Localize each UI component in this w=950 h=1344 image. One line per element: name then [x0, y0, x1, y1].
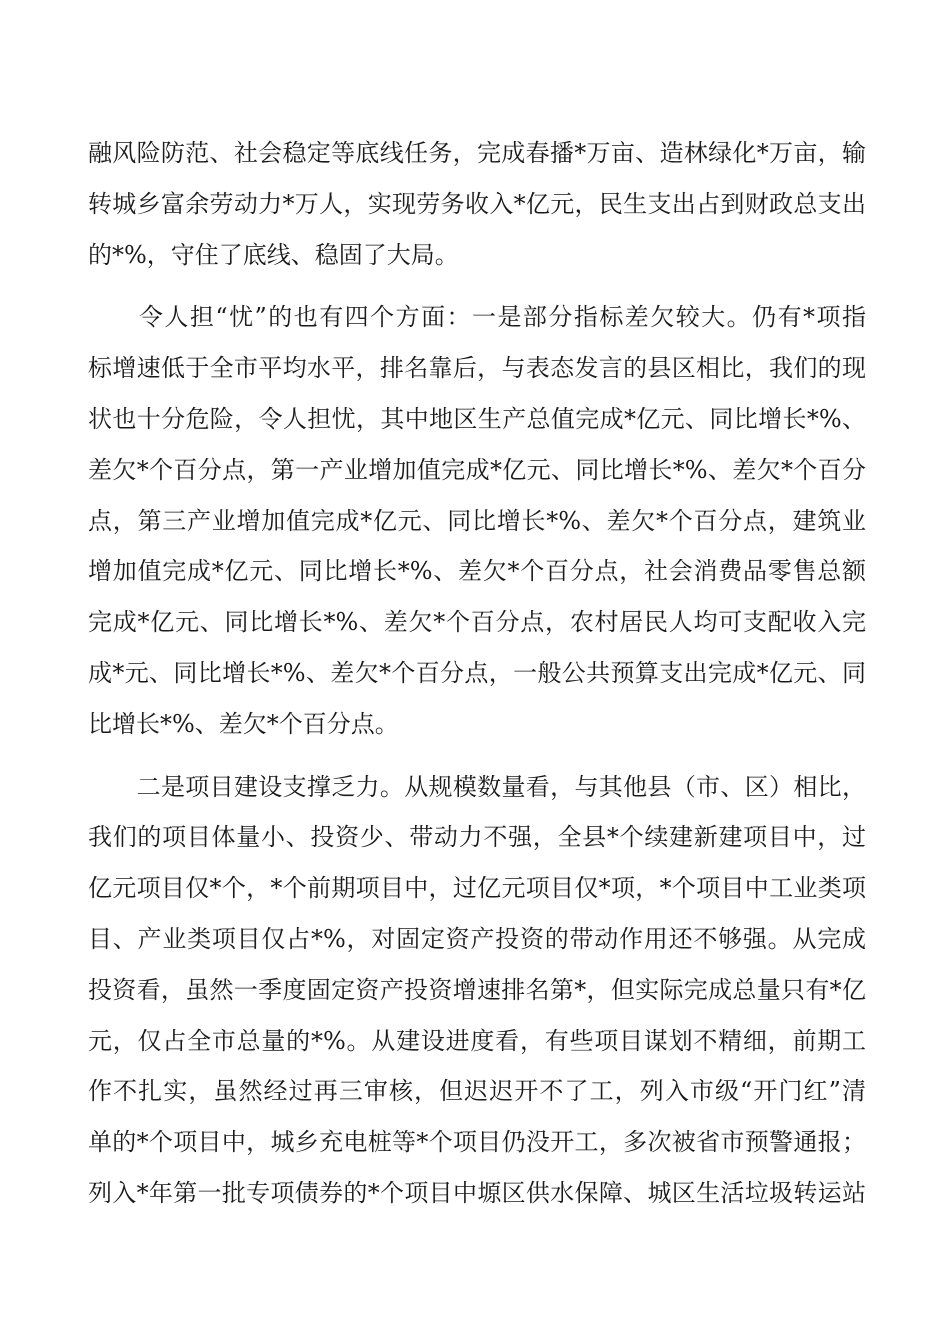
text-line: 的*%，守住了底线、稳固了大局。: [88, 240, 459, 269]
text-line: 成*元、同比增长*%、差欠*个百分点，一般公共预算支出完成*亿元、同: [88, 658, 866, 687]
text-line: 亿元项目仅*个，*个前期项目中，过亿元项目仅*项，*个项目中工业类项: [88, 874, 866, 903]
paragraph-baseline-tasks: [88, 128, 866, 280]
text-line: 完成*亿元、同比增长*%、差欠*个百分点，农村居民人均可支配收入完: [88, 608, 866, 637]
text-line: 标增速低于全市平均水平，排名靠后，与表态发言的县区相比，我们的现: [88, 354, 866, 383]
text-line: 令人担“忧”的也有四个方面：一是部分指标差欠较大。仍有*项指: [88, 303, 866, 332]
text-line: 我们的项目体量小、投资少、带动力不强，全县*个续建新建项目中，过: [88, 823, 866, 852]
text-line: 投资看，虽然一季度固定资产投资增速排名第*，但实际完成总量只有*亿: [88, 975, 866, 1004]
text-line: 状也十分危险，令人担忧，其中地区生产总值完成*亿元、同比增长*%、: [88, 404, 866, 433]
text-line: 增加值完成*亿元、同比增长*%、差欠*个百分点，社会消费品零售总额: [88, 557, 866, 586]
text-line: 转城乡富余劳动力*万人，实现劳务收入*亿元，民生支出占到财政总支出: [88, 189, 866, 218]
text-line: 二是项目建设支撑乏力。从规模数量看，与其他县（市、区）相比，: [88, 772, 866, 801]
document-page: [88, 128, 866, 1219]
paragraph-indicator-gaps: [88, 292, 866, 749]
text-line: 元，仅占全市总量的*%。从建设进度看，有些项目谋划不精细，前期工: [88, 1026, 866, 1055]
paragraph-spacer: [88, 750, 866, 762]
text-line: 点，第三产业增加值完成*亿元、同比增长*%、差欠*个百分点，建筑业: [88, 506, 866, 535]
text-line: 融风险防范、社会稳定等底线任务，完成春播*万亩、造林绿化*万亩，输: [88, 139, 866, 167]
text-line: 比增长*%、差欠*个百分点。: [88, 709, 399, 738]
text-line: 目、产业类项目仅占*%，对固定资产投资的带动作用还不够强。从完成: [88, 924, 866, 953]
paragraph-project-construction: [88, 762, 866, 1219]
paragraph-spacer: [88, 280, 866, 292]
text-line: 单的*个项目中，城乡充电桩等*个项目仍没开工，多次被省市预警通报；: [88, 1128, 866, 1157]
text-line: 列入*年第一批专项债券的*个项目中塬区供水保障、城区生活垃圾转运站: [88, 1178, 866, 1207]
text-line: 差欠*个百分点，第一产业增加值完成*亿元、同比增长*%、差欠*个百分: [88, 455, 866, 484]
text-line: 作不扎实，虽然经过再三审核，但迟迟开不了工，列入市级“开门红”清: [88, 1077, 866, 1106]
